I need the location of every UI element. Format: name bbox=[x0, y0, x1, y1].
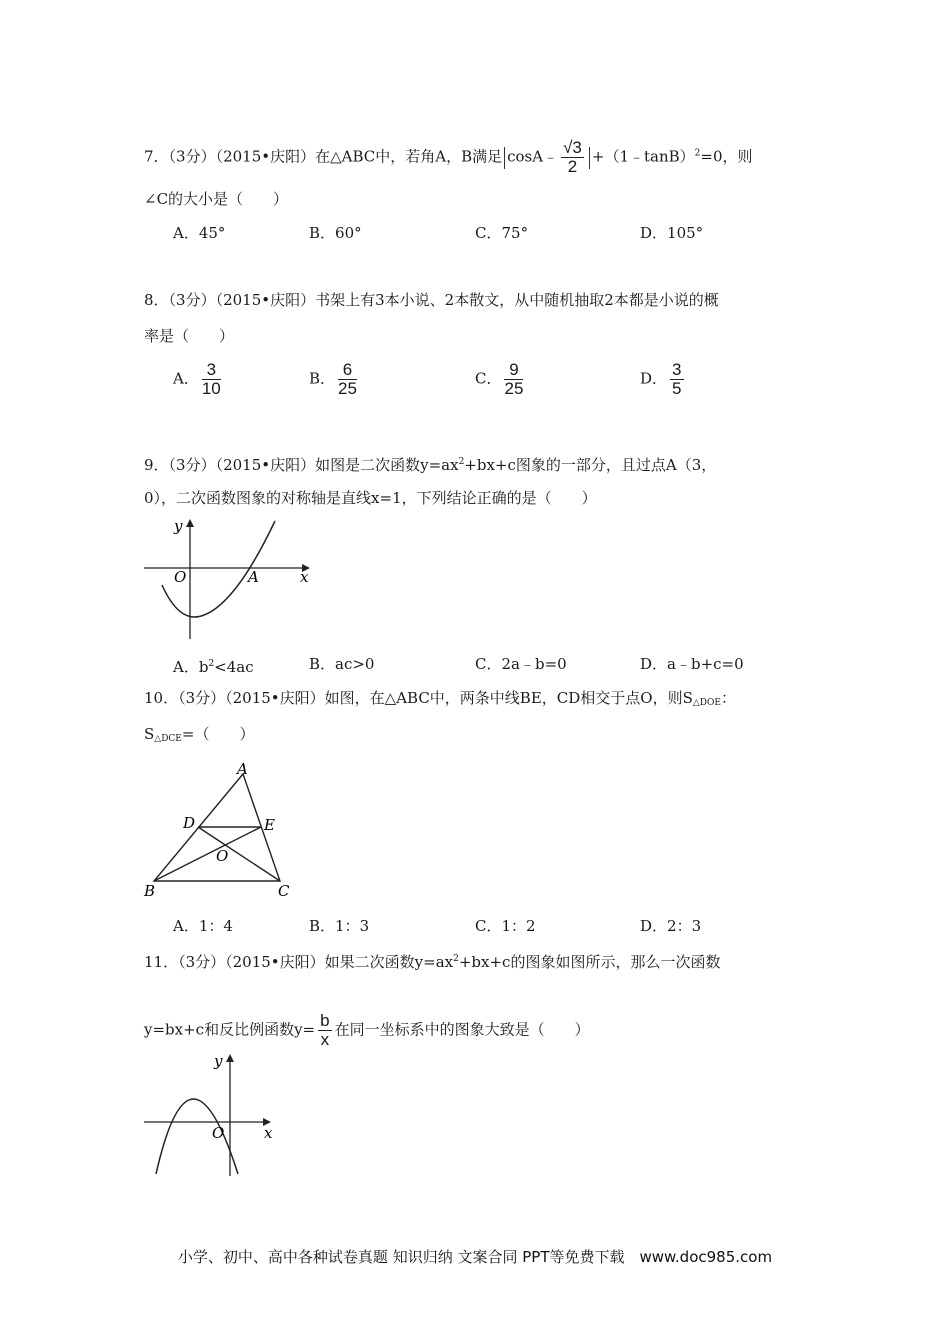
q9-option-b[interactable]: B．ac>0 bbox=[309, 655, 375, 673]
q9-option-a[interactable] bbox=[173, 654, 254, 677]
q9-y-label: y bbox=[174, 517, 183, 535]
q8-line1: 8．（3分）（2015•庆阳）书架上有3本小说、2本散文，从中随机抽取2本都是小说的概 bbox=[144, 291, 719, 309]
q10-option-b[interactable]: B．1：3 bbox=[309, 917, 370, 935]
q10-text: 10．（3分）（2015•庆阳）如图，在△ABC中，两条中线BE，CD相交于点O，则S bbox=[144, 689, 693, 707]
q8-line2: 率是（ ） bbox=[144, 327, 235, 345]
q9-sup: 2 bbox=[458, 457, 465, 467]
q9-text-a: 9．（3分）（2015•庆阳）如图是二次函数y=ax bbox=[144, 456, 459, 474]
q8-option-b-label: B． bbox=[309, 369, 336, 388]
q11-text-c: y=bx+c和反比例函数y= bbox=[144, 1020, 316, 1039]
q11-fraction bbox=[318, 1012, 331, 1049]
q11-parabola-graph bbox=[140, 1050, 280, 1178]
q10-label-d: D bbox=[183, 814, 196, 832]
q7-line2: ∠C的大小是（ ） bbox=[144, 190, 289, 208]
q10-triangle-figure bbox=[140, 760, 300, 900]
q10-label-e: E bbox=[264, 816, 275, 834]
q8-a-den: 10 bbox=[201, 379, 221, 398]
q11-text-a: 11．（3分）（2015•庆阳）如果二次函数y=ax bbox=[144, 953, 454, 971]
q8-option-d[interactable] bbox=[640, 361, 687, 398]
q7-frac-num: √3 bbox=[563, 138, 582, 157]
q11-frac-num: b bbox=[320, 1011, 330, 1030]
q8-a-num: 3 bbox=[202, 361, 221, 380]
q8-option-d-label: D． bbox=[640, 369, 668, 388]
q8-d-num: 3 bbox=[672, 360, 682, 379]
abs-bar-left bbox=[504, 147, 505, 169]
q8-option-d-fraction bbox=[670, 361, 683, 398]
q7-option-c[interactable]: C．75° bbox=[475, 224, 529, 242]
q10-option-a[interactable]: A．1：4 bbox=[173, 917, 233, 935]
q10-colon: ： bbox=[720, 689, 736, 707]
q11-text-b: +bx+c的图象如图所示，那么一次函数 bbox=[458, 953, 721, 971]
q7-frac-den: 2 bbox=[567, 157, 578, 176]
q9-parabola-graph bbox=[140, 515, 320, 643]
q11-origin-label: O bbox=[212, 1124, 225, 1142]
q9-line2: 0），二次函数图象的对称轴是直线x=1，下列结论正确的是（ ） bbox=[144, 489, 597, 507]
q7-text2: +（1﹣tanB） bbox=[591, 147, 695, 166]
q11-line2 bbox=[144, 1012, 590, 1049]
q7-option-a[interactable]: A．45° bbox=[173, 224, 226, 242]
q11-x-label: x bbox=[264, 1124, 273, 1142]
q8-d-den: 5 bbox=[672, 379, 682, 398]
q7-option-d[interactable]: D．105° bbox=[640, 224, 704, 242]
q9-line1 bbox=[144, 452, 716, 475]
q8-option-b[interactable] bbox=[309, 361, 360, 398]
q7-abs-content: cosA﹣ bbox=[507, 147, 559, 166]
page-footer: 小学、初中、高中各种试卷真题 知识归纳 文案合同 PPT等免费下载 www.doc985.com bbox=[177, 1248, 773, 1266]
q9-option-c[interactable]: C．2a﹣b=0 bbox=[475, 655, 567, 673]
q10-label-a: A bbox=[237, 760, 248, 778]
q8-b-num: 6 bbox=[338, 361, 357, 380]
q7-exponent: 2 bbox=[694, 148, 701, 159]
q10-label-c: C bbox=[278, 882, 290, 900]
q10-s: S bbox=[144, 725, 155, 743]
q10-label-o: O bbox=[216, 847, 229, 865]
q9-text-b: +bx+c图象的一部分，且过点A（3， bbox=[464, 456, 717, 474]
q10-line2-end: =（ ） bbox=[181, 725, 255, 743]
q10-line2 bbox=[144, 724, 254, 749]
q9-x-label: x bbox=[300, 568, 309, 586]
q9-point-a-label: A bbox=[248, 568, 259, 586]
q10-line1 bbox=[144, 688, 736, 713]
q8-c-den: 25 bbox=[504, 379, 524, 398]
q10-sub1: △DOE bbox=[692, 698, 721, 708]
q11-sup: 2 bbox=[453, 954, 459, 964]
q8-c-num: 9 bbox=[504, 361, 523, 380]
q10-option-d[interactable]: D．2：3 bbox=[640, 917, 702, 935]
q9-origin-label: O bbox=[174, 568, 187, 586]
q10-sub2: △DCE bbox=[154, 734, 182, 744]
q9-option-d[interactable]: D．a﹣b+c=0 bbox=[640, 655, 744, 673]
q9-option-a-post: <4ac bbox=[214, 658, 254, 676]
q10-label-b: B bbox=[144, 882, 156, 900]
q8-b-den: 25 bbox=[338, 379, 357, 398]
q8-option-a[interactable] bbox=[173, 361, 224, 398]
q11-text-d: 在同一坐标系中的图象大致是（ ） bbox=[334, 1020, 590, 1039]
q7-fraction bbox=[561, 139, 584, 176]
q8-option-a-fraction bbox=[202, 361, 221, 398]
abs-bar-right bbox=[589, 147, 590, 169]
q8-option-a-label: A． bbox=[173, 369, 199, 388]
q7-line1 bbox=[144, 139, 753, 176]
q8-option-c[interactable] bbox=[475, 361, 526, 398]
q10-option-c[interactable]: C．1：2 bbox=[475, 917, 536, 935]
q11-y-label: y bbox=[214, 1052, 223, 1070]
q7-option-b[interactable]: B．60° bbox=[309, 224, 362, 242]
q7-text3: =0，则 bbox=[700, 147, 753, 166]
q8-option-c-label: C． bbox=[475, 369, 502, 388]
q8-option-b-fraction bbox=[338, 361, 357, 398]
q9-option-a-pre: A．b bbox=[173, 658, 209, 676]
q9-option-a-sup: 2 bbox=[208, 659, 215, 669]
q8-option-c-fraction bbox=[504, 361, 523, 398]
q11-frac-den: x bbox=[320, 1030, 330, 1049]
q11-line1 bbox=[144, 949, 720, 972]
q7-text: 7．（3分）（2015•庆阳）在△ABC中，若角A，B满足 bbox=[144, 147, 503, 166]
